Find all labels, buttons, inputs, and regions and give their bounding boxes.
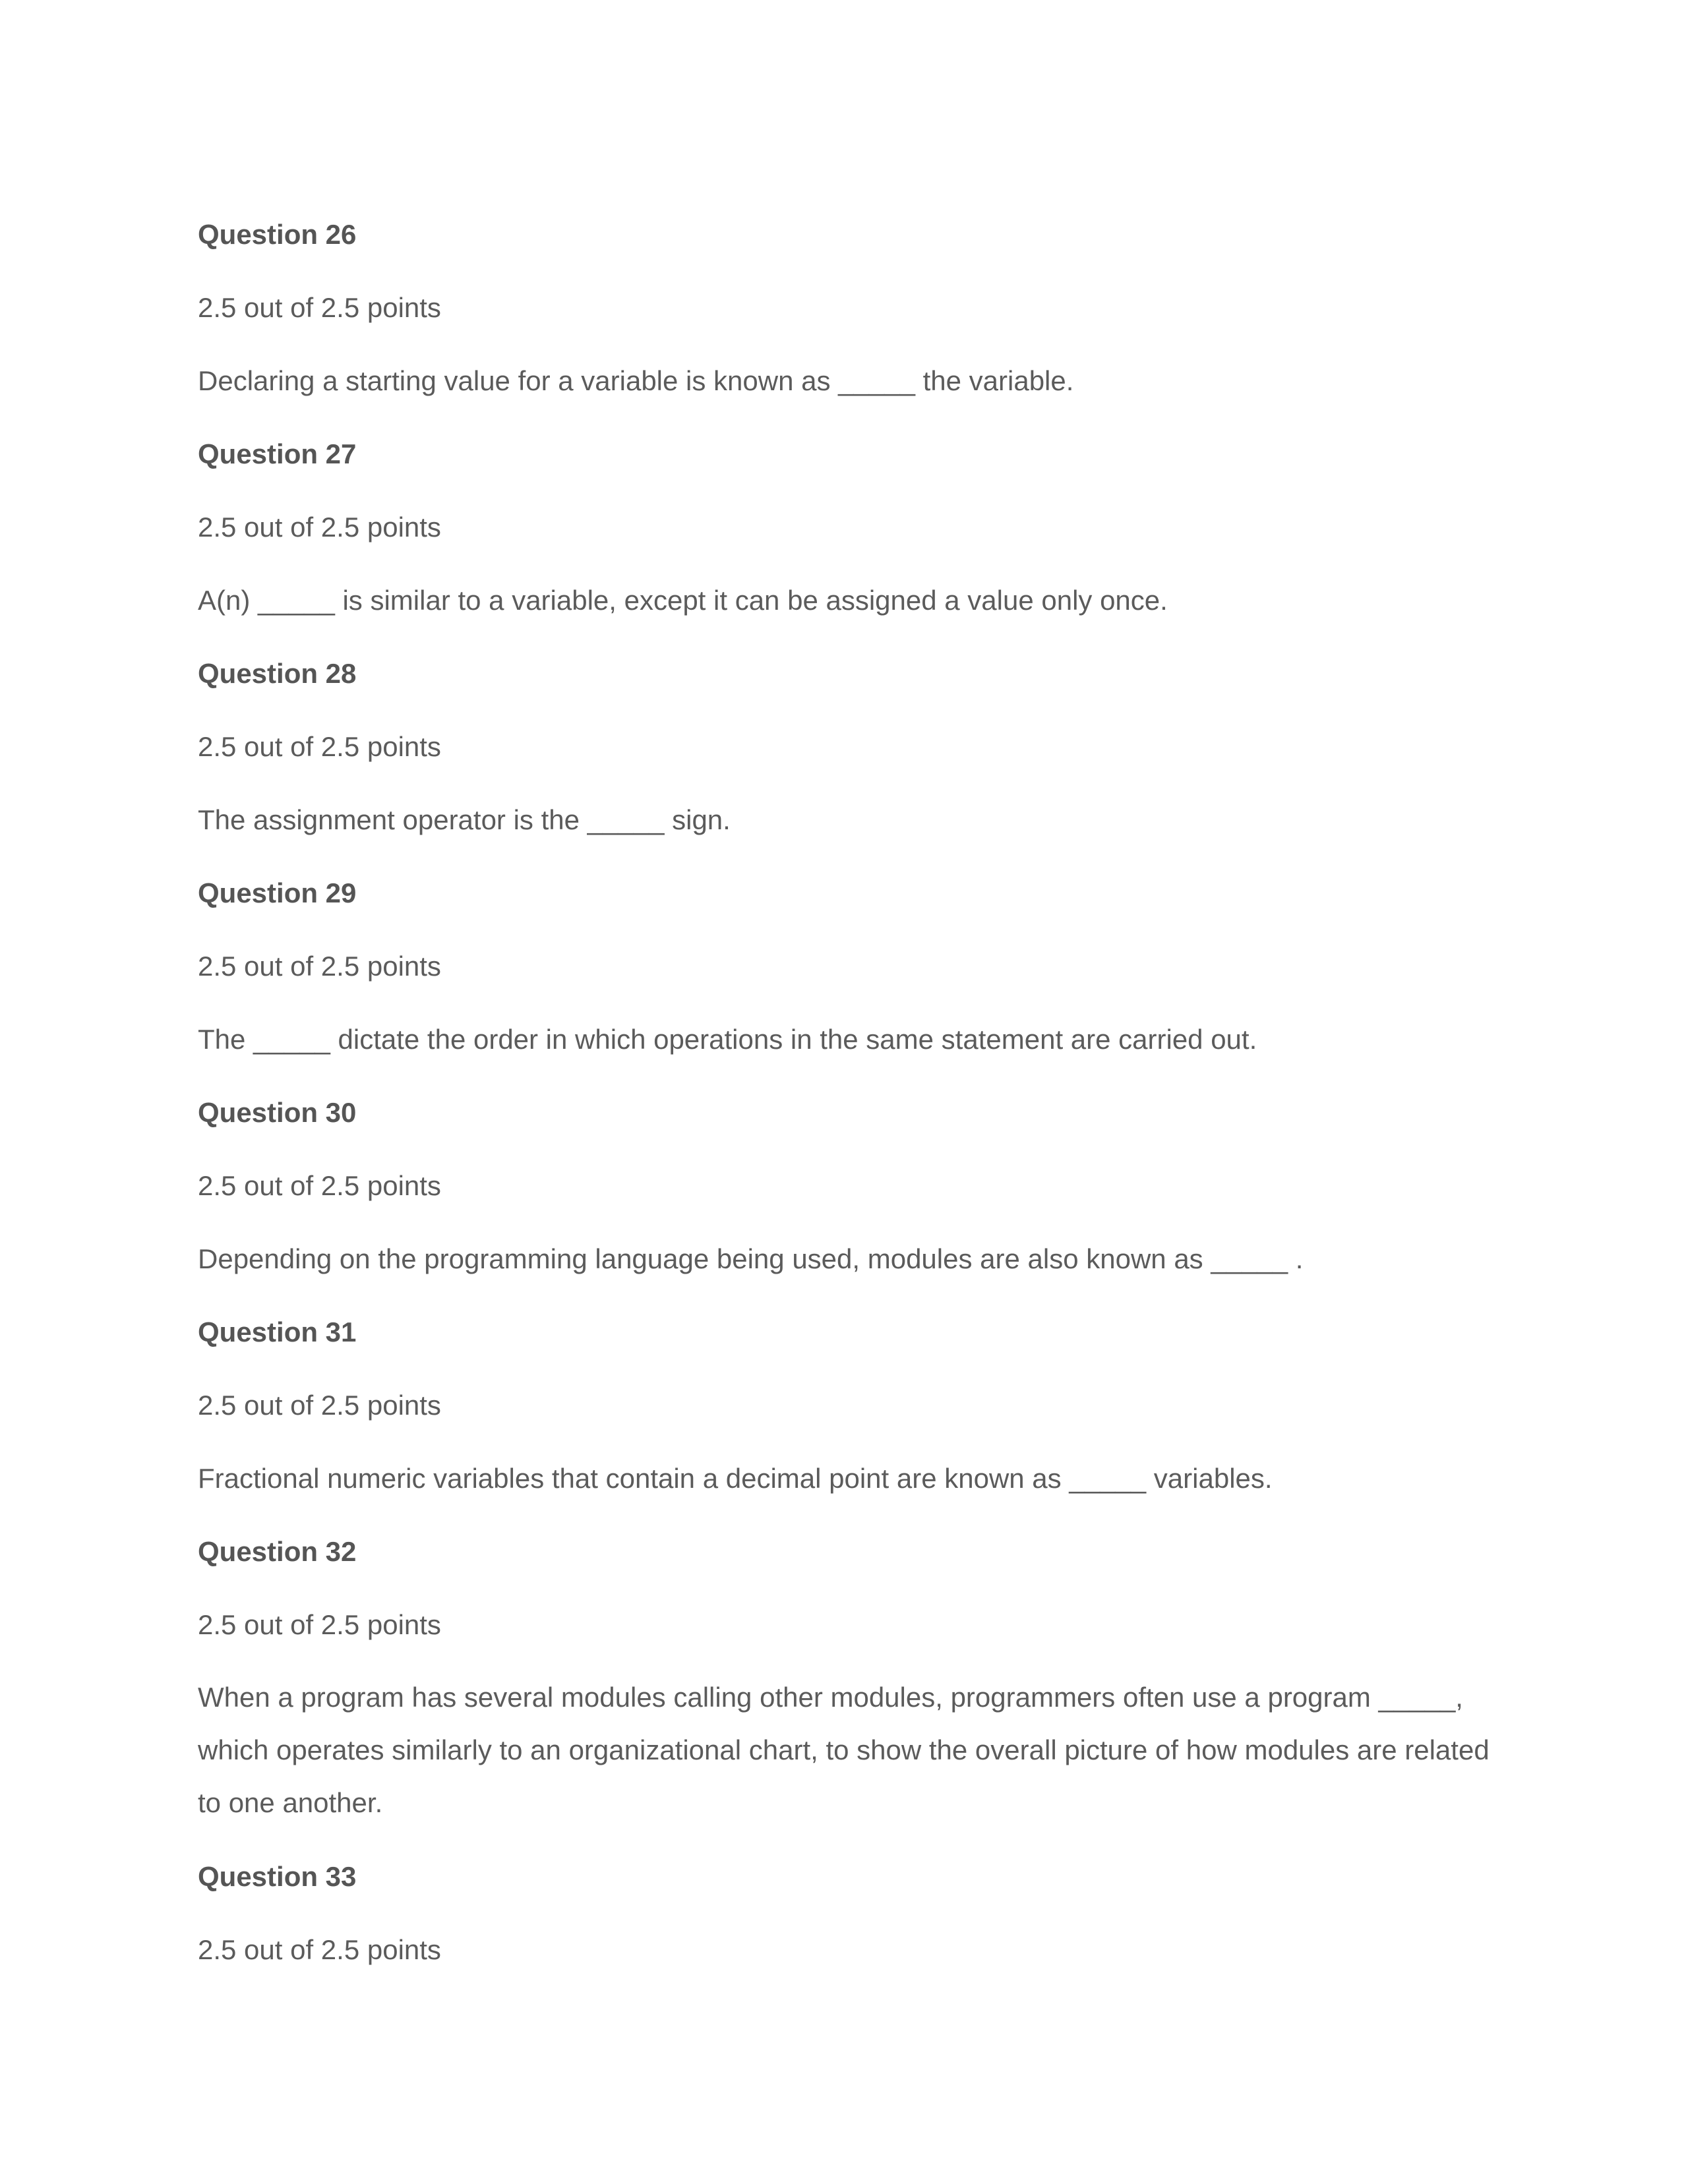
question-block bbox=[198, 856, 1517, 1076]
question-block bbox=[198, 417, 1517, 637]
question-title: Question 33 bbox=[198, 1861, 357, 1892]
question-text: Declaring a starting value for a variable is known as _____ the variable. bbox=[198, 365, 1074, 396]
question-score: 2.5 out of 2.5 points bbox=[198, 731, 441, 762]
question-title: Question 28 bbox=[198, 658, 357, 689]
question-score: 2.5 out of 2.5 points bbox=[198, 292, 441, 323]
question-text: Fractional numeric variables that contain a decimal point are known as _____ variables. bbox=[198, 1463, 1273, 1494]
question-title: Question 26 bbox=[198, 219, 357, 250]
question-score: 2.5 out of 2.5 points bbox=[198, 1609, 441, 1640]
question-score: 2.5 out of 2.5 points bbox=[198, 951, 441, 982]
question-text: The assignment operator is the _____ sign. bbox=[198, 804, 731, 835]
question-block bbox=[198, 637, 1517, 856]
question-title: Question 27 bbox=[198, 438, 357, 469]
question-block bbox=[198, 198, 1517, 417]
question-block bbox=[198, 1840, 1517, 1986]
question-title: Question 31 bbox=[198, 1316, 357, 1347]
question-score: 2.5 out of 2.5 points bbox=[198, 1170, 441, 1201]
question-text: A(n) _____ is similar to a variable, except it can be assigned a value only once. bbox=[198, 585, 1168, 616]
quiz-results-document bbox=[198, 198, 1517, 1986]
question-score: 2.5 out of 2.5 points bbox=[198, 1934, 441, 1965]
question-text: Depending on the programming language being used, modules are also known as _____ . bbox=[198, 1243, 1304, 1274]
question-score: 2.5 out of 2.5 points bbox=[198, 1390, 441, 1421]
question-block bbox=[198, 1295, 1517, 1515]
question-block bbox=[198, 1076, 1517, 1295]
question-title: Question 29 bbox=[198, 877, 357, 908]
question-title: Question 32 bbox=[198, 1536, 357, 1567]
question-score: 2.5 out of 2.5 points bbox=[198, 512, 441, 543]
question-title: Question 30 bbox=[198, 1097, 357, 1128]
question-text: The _____ dictate the order in which operations in the same statement are carried out. bbox=[198, 1024, 1257, 1055]
question-text: When a program has several modules calling other modules, programmers often use a program _____, which operates similarly to an organizational chart, to show the overall picture of how modules are related to one another. bbox=[198, 1682, 1490, 1818]
question-block bbox=[198, 1515, 1517, 1840]
